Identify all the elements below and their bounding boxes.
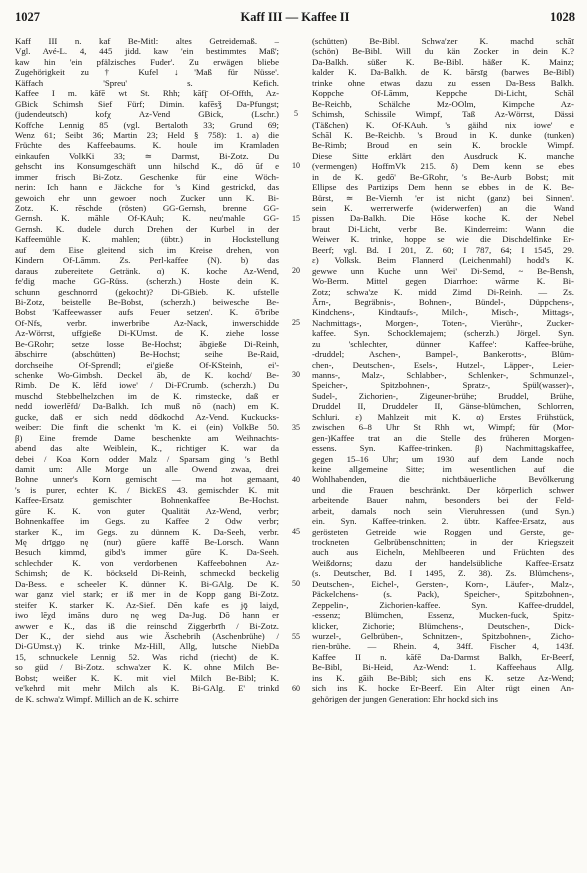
text-line: ε) Volksk. Beim Flannerd (Leichenmahl) hodd's K. bbox=[312, 255, 574, 266]
text-line: nerin: Ich hann e Jäckche for 's Kind gestrickd, das bbox=[15, 182, 279, 193]
line-number: 10 bbox=[292, 161, 300, 171]
line-number: 35 bbox=[292, 422, 300, 432]
text-line: Bi-Zotz, beistelle Be-Bobst, (scherzh.) beiwesche Be- bbox=[15, 296, 279, 307]
text-line: debei / Koa Korn odder Malz / Sparsam ging 's Bethl bbox=[15, 453, 279, 464]
text-line: Käffach 'Spreu' s. Kefich. bbox=[15, 77, 279, 88]
text-line: Schimsh; de K. böckseld Di-Reinh, schmeckd beckelig bbox=[15, 568, 279, 579]
text-line: Rimb. De K. lēfd iowe' / Di-FCrumb. (scherzh.) Du bbox=[15, 380, 279, 391]
text-line: Koffche Lennig 85 (vgl. Bertaloth 33; Grund 69; bbox=[15, 119, 279, 130]
text-line: Schimsh, Schissile Wimpf, Taß Az-Wörrst, Dässi bbox=[312, 109, 574, 120]
text-line: schunn geschnorrd (gekocht)? Di-GBieb. K. ufstelle bbox=[15, 286, 279, 297]
text-line: Diese Sitte erklärt den Ausdruck K. manche bbox=[312, 150, 574, 161]
text-line: Nachmittags-, Morgen-, Toten-, Vierühr-, Zucker- bbox=[312, 317, 574, 328]
text-line: damit um: Alle Morge un alle Owend zwaa, drei bbox=[15, 463, 279, 474]
text-line: in de K. gedō' Be-GRohr, 's Be-Aurb Bobst; mit bbox=[312, 171, 574, 182]
text-line: Weiwer K. trinke, hoppe se wie die Dischdelfinke Er- bbox=[312, 234, 574, 245]
text-line: Zotz; schwa'ze K. midd Zimd Di-Reinh. — Zs. bbox=[312, 286, 574, 297]
text-line: sein K. werrerwerfe (widerwerfen) an die Wand bbox=[312, 203, 574, 213]
text-line: Vgl. Avé-L. 4, 445 jidd. kaw 'ein bestimmtes Maß'; bbox=[15, 46, 279, 57]
text-line: Wohlhabenden, die nichtbäuerliche Bevölkerung bbox=[312, 474, 574, 485]
text-line: Da-Bess. e scheeler K. dünner K. Bi-GAlg. De K. bbox=[15, 578, 279, 589]
text-line: braut Di-Licht, verbr Be. Kinderreim: Wann die bbox=[312, 223, 574, 234]
text-line: (vermengen) HoffmVk 215. δ) Dem kenn se ebes bbox=[312, 161, 574, 172]
text-line: Be-Rimb; Broud en sein K. brockle Wimpf. bbox=[312, 140, 574, 151]
text-line: Beerf; vgl. Bd. I 201, Z. 60; I 787, 64; I 1545, 29. bbox=[312, 244, 574, 255]
text-line: 's is purer, echter K. / BickES 43. gemischder K. mit bbox=[15, 484, 279, 495]
text-line: nedd iowerlēfd/ Da-Balkh. Ich muß nō (nach) em K. bbox=[15, 401, 279, 412]
text-line: (Täßchen) K. Of-KAuh. 's gäihd nix iowe' e bbox=[312, 119, 574, 130]
text-line: auch aus Eicheln, Mehlbeeren und Früchten des bbox=[312, 547, 574, 558]
line-number: 55 bbox=[292, 631, 300, 641]
text-line: Be-Reichb, Schälche Mz-OOlm, Kimpche Az- bbox=[312, 98, 574, 109]
text-line: zwischen 6–8 Uhr St Rhh wt, Wimpf; für (Mor- bbox=[312, 422, 574, 433]
right-page-number: 1028 bbox=[550, 10, 575, 24]
text-line: Gernsh. K. māhle Of-KAuh; K. neu'mahle GG- bbox=[15, 213, 279, 224]
text-line: dorchseihe Of-Sprendl; ei'gieße Of-KSteinh, ei'- bbox=[15, 359, 279, 370]
text-line: kaw hin 'ein pfälzisches Fuder'. Zu erwägen bliebe bbox=[15, 56, 279, 67]
text-line: wurzel-, Gelbrüben-, Schnitzen-, Spitzbohnen-, Zicho- bbox=[312, 630, 574, 641]
text-line: gewwe unn Kuche unn Wei' Di-Semd, ~ Be-Bensh, bbox=[312, 265, 574, 276]
text-line: Weißdorns; dazu der handelsübliche Kaffee-Ersatz bbox=[312, 557, 574, 568]
text-line: gūre K. K. von guter Qualität Az-Wend, verbr; bbox=[15, 505, 279, 516]
text-line: gehscht ins Konsumgeschäft unn hilschd K., dō ūf e bbox=[15, 161, 279, 172]
text-line: ins K. gāih Be-Bibl; sich ens K. setze Az-Wend; bbox=[312, 672, 574, 683]
text-line: awwer e K., das iß die reinschd Ziggerbrīh / Bi-Zotz. bbox=[15, 620, 279, 631]
text-line: -essenz; Blümchen, Essenz, Mucken-fuck, Spitz- bbox=[312, 610, 574, 621]
text-line: Bohnenkaffee im Gegs. zu Kaffee 2 Odw verbr; bbox=[15, 516, 279, 527]
text-line: und die Frauen beschränkt. Der körperlich schwer bbox=[312, 484, 574, 495]
text-line: Da-Balkh. süßer K. Be-Bibl. häßer K. Mainz; bbox=[312, 56, 574, 67]
text-line: (schön) Be-Bibl. Will du kän Zocker in dein K.? bbox=[312, 46, 574, 57]
text-line: Zotz. K. rēschde (rösten) GG-Gernsh, brenne GG- bbox=[15, 203, 279, 213]
text-line: Kaff III n. kaf Be-Mitl: altes Getreidemaß. – bbox=[15, 36, 279, 46]
line-number: 50 bbox=[292, 579, 300, 589]
text-line: auf dem Eise gleitend sich im Kreise drehen, von bbox=[15, 244, 279, 255]
text-line: Wo-Berm. Mittel gegen Diarrhoe: wārme K. Bi- bbox=[312, 276, 574, 287]
text-line: GBick Schimsh Sief Fürf; Dimin. kafēsǯ Da-Pfungst; bbox=[15, 98, 279, 109]
line-number: 40 bbox=[292, 474, 300, 484]
text-line: Bobst 'Kaffeewasser aufs Feuer setzen'. K. ō'bribe bbox=[15, 307, 279, 318]
text-line: sich ins K. hocke Er-Beerf. Ein Alter rügt einen An- bbox=[312, 683, 574, 694]
text-line: Wenz 61; Seibt 36; Martin 23; Held § 758): 1. a) die bbox=[15, 129, 279, 140]
text-line: Ellipse des Partizips Dem henn se ebbes in de K. Be- bbox=[312, 182, 574, 193]
text-line: Besuch kimmd, gibd's immer gūre K. Da-Seeh. bbox=[15, 547, 279, 558]
text-line: Zugehörigkeit zu † Kufel ↓ 'Maß für Nüsse'. bbox=[15, 67, 279, 78]
left-page-number: 1027 bbox=[15, 10, 40, 24]
text-line: Schluri. ε) Mahlzeit mit K. α) Erstes Frühstück, bbox=[312, 411, 574, 422]
line-number: 60 bbox=[292, 683, 300, 693]
text-line: starker K., im Gegs. zu dünnem K. Da-Seeh, verbr. bbox=[15, 526, 279, 537]
text-line: Zeppelin-, Zichorien-kaffee. Syn. Kaffee-druddel, bbox=[312, 599, 574, 610]
text-line: immer frisch Bi-Zotz. Geschenke für eine Wöch- bbox=[15, 171, 279, 182]
text-line: weiber: Die finft die schenkt 'm K. ei (ein) VolkBe 50. bbox=[15, 422, 279, 433]
right-text-column bbox=[312, 36, 574, 704]
text-line: Kaffee I m. kāfē wt St. Rhh; kāfį̄ Of-Offth, Az- bbox=[15, 88, 279, 99]
text-line: Druddel II, Druddeler II, Gänse-blümchen, Schlorren, bbox=[312, 401, 574, 412]
text-line: (schütten) Be-Bibl. Schwa'zer K. machd schāī bbox=[312, 36, 574, 46]
text-line: Früchte des Kaffeebaums. K. houle im Kramladen bbox=[15, 140, 279, 151]
text-line: pissen Da-Balkh. Die Hōse koche K. der Nebel bbox=[312, 213, 574, 224]
text-line: daraus zubereitete Getränk. α) K. koche Az-Wend, bbox=[15, 265, 279, 276]
text-line: schlechder K. von verdorbenen Kaffeebohnen Az- bbox=[15, 557, 279, 568]
line-number: 25 bbox=[292, 318, 300, 328]
text-line: gegen 15–16 Uhr; um 1930 auf dem Lande noch bbox=[312, 453, 574, 464]
text-line: ābschirre (abschütten) Be-Hochst; seihe Be-Raid, bbox=[15, 349, 279, 360]
text-line: gen-)Kaffee trat an die Stelle des früheren Morgen- bbox=[312, 432, 574, 443]
text-line: essens. Syn. Kaffee-trinken. β) Nachmittagskaffee, bbox=[312, 443, 574, 454]
text-line: gehörigen der jungen Generation: Ehr hockd sich ins bbox=[312, 693, 498, 704]
line-number: 5 bbox=[294, 109, 298, 119]
text-line: einkaufen VolkKi 33; ≃ Darmst, Bi-Zotz. Du bbox=[15, 150, 279, 161]
text-line: gewoich ehr unn gewoer noch Zucker unn K. Bi- bbox=[15, 192, 279, 203]
text-line: iwo lēχd imāns duro nę weg Da-Jug. Dō hann er bbox=[15, 610, 279, 621]
text-line: Schāl K. Be-Reichb. 's Broud in K. dunke (tunken) bbox=[312, 129, 574, 140]
text-line: Kindern Of-Lāmm. Zs. Perl-kaffee (N). b) das bbox=[15, 255, 279, 266]
line-number: 15 bbox=[292, 213, 300, 223]
text-line: muschd Stebbelhelzchen im de K. rimstecke, daß er bbox=[15, 390, 279, 401]
text-line: schenke Wo-Gimbsh. Deckel āb, de K. kochd/ Be- bbox=[15, 370, 279, 380]
text-line: Kaffee II n. kāfē Da-Darmst Balkh, Er-Beerf, bbox=[312, 651, 574, 662]
text-line: ve'kehrd mit mehr Milch als K. Bi-GAlg. E' trinkd bbox=[15, 683, 279, 694]
text-line: Sudel-, Zichorien-, Zigeuner-brühe; Bruddel, Brühe, bbox=[312, 390, 574, 401]
text-line: gucke, daß er sich nedd dōdkochd Az-Vend. Kuckucks- bbox=[15, 411, 279, 422]
text-line: kalder K. Da-Balkh. de K. bārsīg (barwes Be-Bibl) bbox=[312, 67, 574, 78]
text-line: -druddel; Aschen-, Bampel-, Bankerotts-, Blüm- bbox=[312, 349, 574, 360]
text-line: Deutschen-, Eichel-, Gersten-, Korn-, Läufer-, Malz-, bbox=[312, 578, 574, 589]
text-line: war ganz viel stark; er iß mer in de Kopp gang Bi-Zotz. bbox=[15, 589, 279, 600]
text-line: manns-, Malz-, Schlabber-, Schlenker-, Schmunzel-, bbox=[312, 370, 574, 380]
line-number: 30 bbox=[292, 370, 300, 380]
text-line: zu 'schlechter, dünner Kaffee': Kaffee-brühe, bbox=[312, 338, 574, 349]
text-line: Bobst; weißer K. K. mit viel Milch Be-Bibl; K. bbox=[15, 672, 279, 683]
text-line: chen-, Deutschen-, Esels-, Hutzel-, Läpper-, Leier- bbox=[312, 359, 574, 370]
text-line: Kindchens-, Kindtaufs-, Milch-, Misch-, Mittags-, bbox=[312, 307, 574, 318]
text-line: klicker, Zichorie; Blümchens-, Deutschen-, Dick- bbox=[312, 620, 574, 631]
text-line: Päckelchens- (s. Pack), Speicher-, Spitzbohnen-, bbox=[312, 589, 574, 600]
text-line: Bohne unner's Korn gemischt — ma hot gemaant, bbox=[15, 474, 279, 485]
text-line: trockneten Gelbrübenschnitten; in der Kriegszeit bbox=[312, 537, 574, 547]
text-line: gerösteten Getreide wie Roggen und Gerste, ge- bbox=[312, 526, 574, 537]
text-line: Bürst, ≃ Be-Viernh 'er ist nicht (ganz) bei Sinnen'. bbox=[312, 192, 574, 203]
left-text-column bbox=[15, 36, 279, 704]
text-line: 15, schnuckele Lennig 52. Was richd (riecht) de K. bbox=[15, 651, 279, 662]
text-line: abend das alte Weiblein, K., richtiger K. war da bbox=[15, 443, 279, 454]
running-header bbox=[15, 10, 575, 28]
text-line: Di-GUmst.γ) K. trinke Mz-Hill, Allg, lutsche NiebDa bbox=[15, 641, 279, 652]
text-line: Koppche Of-Lāmm, Keppche Di-Licht, Schāl bbox=[312, 88, 574, 99]
text-line: Kaffee-Ersatz gemischter Bohnenkaffee Be-Hochst. bbox=[15, 495, 279, 506]
text-line: steifer K. starker K. Az-Sief. Dēn kafe es jǭ laiχd, bbox=[15, 599, 279, 610]
text-line: keine allgemeine Sitte; im wesentlichen auf die bbox=[312, 463, 574, 474]
text-line: ein. Syn. Kaffee-trinken. 2. übtr. Kaffee-Ersatz, aus bbox=[312, 516, 574, 527]
text-line: Kaffeemühle K. mahlen; (übtr.) in Hockstellung bbox=[15, 234, 279, 245]
line-number: 20 bbox=[292, 265, 300, 275]
line-number: 45 bbox=[292, 527, 300, 537]
text-line: fe'dig mache GG-Rüss. (scherzh.) Hoste dein K. bbox=[15, 276, 279, 287]
text-line: Be-GRohr; setze losse Be-Hochst; ābgieße Di-Reinh, bbox=[15, 338, 279, 349]
text-line: Of-Nfs, verbr. inwerbribe Az-Nack, inwerschidde bbox=[15, 317, 279, 328]
text-line: Speicher-, Spitzbohnen-, Spratz-, Spül(wasser)-, bbox=[312, 380, 574, 391]
text-line: kaffee. Syn. Schocklemajem; (scherzh.) Jörgel. Syn. bbox=[312, 328, 574, 339]
text-line: Mę drīggo nę (nur) gūere kaffē Be-Lorsch. Wann bbox=[15, 537, 279, 547]
text-line: arbeit, damals noch sein Vieruhressen (und Syn.) bbox=[312, 505, 574, 516]
running-title: Kaff III — Kaffee II bbox=[240, 10, 350, 24]
text-line: Der K., der siehd aus wie Äschebrih (Aschenbrühe) / bbox=[15, 630, 279, 641]
text-line: Be-Bibl, Bi-Heid, Az-Wend: 1. Kaffeehaus Allg. bbox=[312, 662, 574, 673]
text-line: β) Eine fremde Dame beschenkte am Weihnachts- bbox=[15, 432, 279, 443]
text-line: arbeitende Bauer nahm, besonders bei der Feld- bbox=[312, 495, 574, 506]
text-line: de K. schwa'z Wimpf. Millich an de K. schirre bbox=[15, 693, 179, 704]
text-line: Gernsh. K. dudele durch Drehen der Kurbel in der bbox=[15, 223, 279, 234]
text-line: Ārn-, Begräbnis-, Bohnen-, Bündel-, Düppchens-, bbox=[312, 296, 574, 307]
text-line: (judendeutsch) kofχ Az-Vend GBick, (Lschr.) bbox=[15, 109, 279, 120]
text-line: (s. Deutscher, Bd. I 1495, Z. 38). Zs. Blümchens-, bbox=[312, 568, 574, 579]
text-line: rien-brühe. — Rhein. 4, 34ff. Fischer 4, 143f. bbox=[312, 641, 574, 652]
text-line: so güd / Bi-Zotz. schwa'zer K. K. ohne Milch Be- bbox=[15, 662, 279, 673]
text-line: Az-Wörrst, uffgieße Di-KUmst. de K. ziehe losse bbox=[15, 328, 279, 339]
text-line: trinke ohne etwas dazu zu essen Da-Bess Balkh. bbox=[312, 77, 574, 88]
